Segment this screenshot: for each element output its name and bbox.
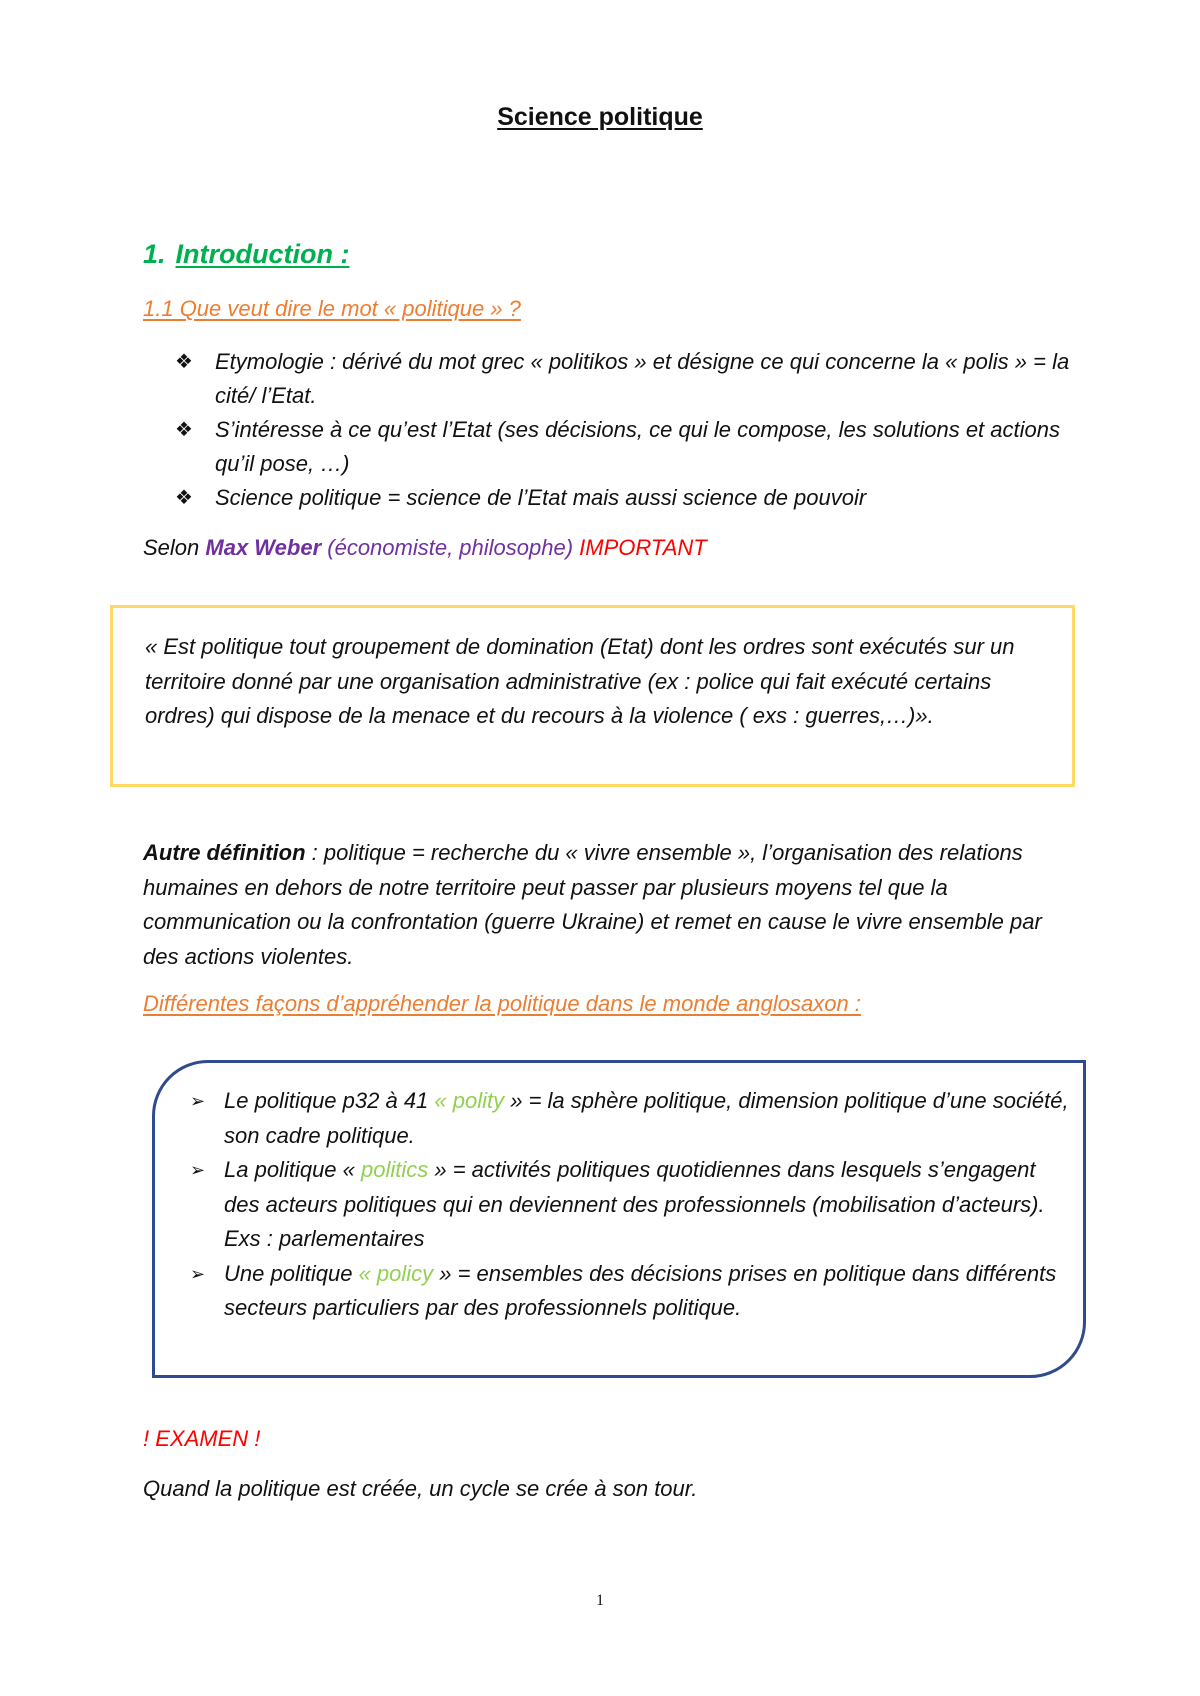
bullet-text: S’intéresse à ce qu’est l’Etat (ses décisions, ce qui le compose, les solutions et actions qu’il pose, …) [215,417,1060,476]
other-definition-label: Autre définition [143,840,306,865]
list-item [175,481,1075,515]
weber-attribution [143,535,707,561]
diamond-clover-icon: ❖ [175,419,193,441]
weber-quote-box [110,605,1075,787]
author-role: (économiste, philosophe) [321,535,574,560]
diamond-clover-icon: ❖ [175,351,193,373]
anglo-before: Le politique p32 à 41 [224,1088,435,1113]
list-item [190,1153,1070,1257]
anglo-after: » = ensembles des décisions prises en politique dans différents secteurs particuliers par des professionnels politique. [224,1260,1057,1320]
important-flag: IMPORTANT [573,535,707,560]
other-definition [143,836,1078,974]
arrowhead-bullet-icon: ➢ [190,1263,206,1284]
exam-marker: ! EXAMEN ! [143,1426,261,1451]
bullet-text: Etymologie : dérivé du mot grec « politikos » et désigne ce qui concerne la « polis » = la cité/ l’Etat. [215,349,1070,408]
anglo-after: » = la sphère politique, dimension politique d’une société, son cadre politique. [224,1088,1069,1148]
quote-text: « Est politique tout groupement de domination (Etat) dont les ordres sont exécutés sur un territoire donné par une organisation administrative (ex : police qui fait exécuté certains ordres) qui dispose de la menace et du recours à la violence ( exs : guerres,…)». [145,634,1015,728]
list-item [175,413,1075,481]
anglo-term: « polity [434,1088,505,1113]
list-item [175,345,1075,413]
list-item [190,1084,1070,1153]
author-name: Max Weber [205,535,322,560]
anglo-before: Une politique [224,1260,359,1286]
arrowhead-bullet-icon: ➢ [190,1091,206,1111]
anglo-list [190,1084,1070,1326]
arrowhead-bullet-icon: ➢ [190,1160,206,1180]
section-number: 1. [143,239,166,269]
bullet-text: Science politique = science de l’Etat mais aussi science de pouvoir [215,485,867,510]
list-item [190,1257,1070,1326]
document-title: Science politique [497,103,703,131]
anglo-term: « policy [358,1260,434,1286]
anglo-term: politics [361,1157,429,1182]
diamond-clover-icon: ❖ [175,487,193,509]
selon-prefix: Selon [143,535,206,560]
anglo-before: La politique « [224,1157,361,1182]
cycle-note: Quand la politique est créée, un cycle se crée à son tour. [143,1476,698,1501]
section-title: Introduction : [175,239,350,269]
anglo-after: » = activités politiques quotidiennes dans lesquels s’engagent des acteurs politiques qui en deviennent des professionnels (mobilisation d’acteurs). Exs : parlementaires [224,1157,1045,1251]
anglo-heading: Différentes façons d’appréhender la politique dans le monde anglosaxon : [143,991,861,1016]
page-number: 1 [596,1592,604,1609]
subsection-heading: 1.1 Que veut dire le mot « politique » ? [143,296,521,321]
definition-list [175,345,1075,515]
other-definition-text: : politique = recherche du « vivre ensemble », l’organisation des relations humaines en dehors de notre territoire peut passer par plusieurs moyens tel que la communication ou la confrontation (guerre Ukraine) et remet en cause le vivre ensemble par des actions violentes. [143,840,1042,969]
section-heading [143,239,350,270]
